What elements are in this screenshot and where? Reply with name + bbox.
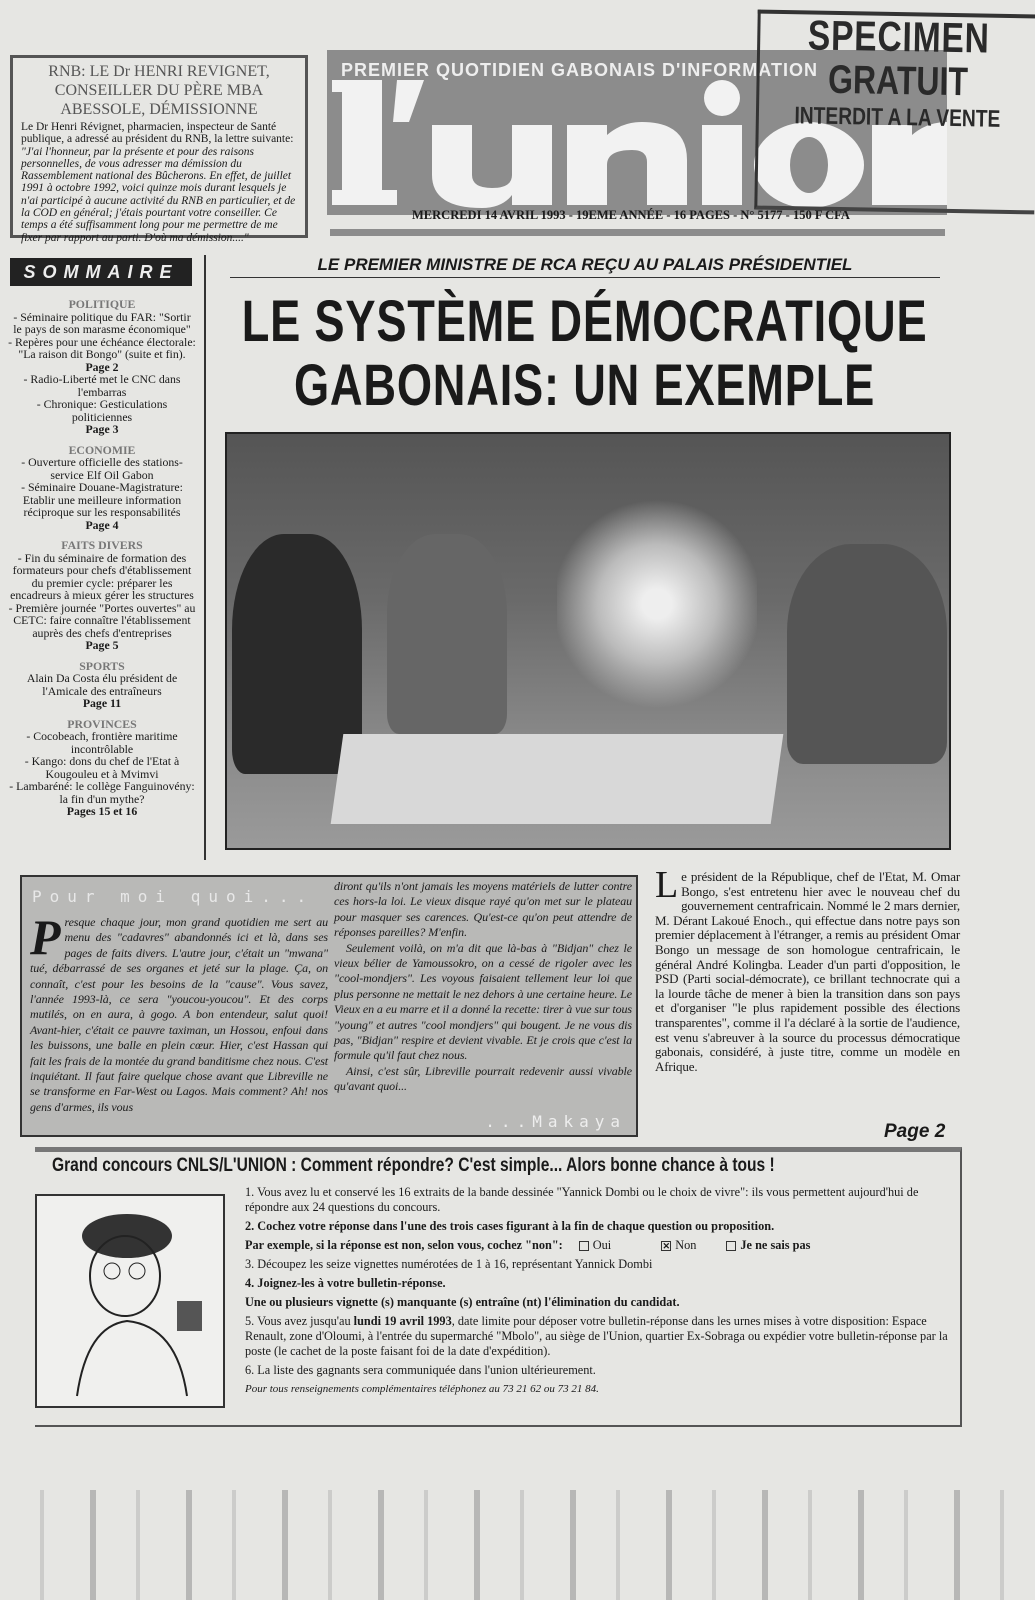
headline-line: GABONAIS: UN EXEMPLE <box>294 353 876 418</box>
sommaire-section: FAITS DIVERS <box>61 538 143 552</box>
lead-article <box>655 864 960 1074</box>
lead-body: e président de la République, chef de l'Etat, M. Omar Bongo, s'est entretenu hier avec le nouveau chef du gouvernement centrafricain. Nommé le 2 mars dernier, M. Dérant Lakoué Enoch., qui effectue dans notre pays son premier déplacement à l'étranger, a remis au président Omar Bongo un message de son homologue centrafricain, le général André Kolingba. Leader d'un parti d'opposition, le PSD (Parti social-démocrate), ce brillant technocrate qui a la lourde tâche de mener à bien la transition dans son pays et d'organiser "le plus rapidement possible des élections transparentes", comme il l'a déclaré à la sortie de l'audience, est venu s'abreuver à la source du processus démocratique gabonais, considéré, à juste titre, comme un modèle en Afrique. <box>655 869 960 1074</box>
example-text: Par exemple, si la réponse est non, selon vous, cochez "non": <box>245 1238 563 1252</box>
sommaire-page: Page 4 <box>85 517 119 532</box>
sommaire-page: Page 3 <box>85 422 119 436</box>
instruction <box>245 1314 955 1359</box>
instruction: 1. Vous avez lu et conservé les 16 extraits de la bande dessinée "Yannick Dombi ou le choix de vivre": ils vous permettent aujourd'hui de répondre aux 24 questions du concours. <box>245 1185 919 1214</box>
stamp-line: SPECIMEN <box>807 11 991 62</box>
example-row <box>245 1238 955 1253</box>
checkbox-oui <box>579 1241 589 1251</box>
drop-cap: P <box>30 909 61 965</box>
instruction: 3. Découpez les seize vignettes numérotées de 1 à 16, représentant Yannick Dombi <box>245 1257 653 1271</box>
sommaire-page: Page 11 <box>82 696 122 710</box>
sommaire-item: - Ouverture officielle des stations-service Elf Oil Gabon <box>21 455 183 482</box>
sommaire-page: Page 2 <box>85 359 119 374</box>
deadline: lundi 19 avril 1993 <box>353 1314 452 1328</box>
sommaire-page: Pages 15 et 16 <box>66 804 138 818</box>
sommaire-item: - Lambaréné: le collège Fanguinovény: la fin d'un mythe? <box>9 779 195 806</box>
sommaire-page: Page 5 <box>85 638 119 652</box>
instruction: 4. Joignez-les à votre bulletin-réponse. <box>245 1276 446 1290</box>
dateline: MERCREDI 14 AVRIL 1993 - 19EME ANNÉE - 16 PAGES - N° 5177 - 150 F CFA <box>412 208 850 222</box>
drop-cap: L <box>655 864 679 906</box>
headline-line: LE SYSTÈME DÉMOCRATIQUE <box>242 289 928 354</box>
sommaire-item: - Fin du séminaire de formation des formateurs pour chefs d'établissement du premier cycle: préparer les encadreurs à mieux gérer les structures <box>10 550 194 602</box>
sommaire-item: - Cocobeach, frontière maritime incontrôlable <box>26 729 178 756</box>
cartoon-illustration <box>35 1194 225 1408</box>
sommaire-section: SPORTS <box>79 658 125 673</box>
editorial-col1: resque chaque jour, mon grand quotidien me sert au menu des "cadavres" abandonnés ici et là, dans ses pages de faits divers. L'autre jour, c'était un "mwana" tué, débarrassé de ses organes et jeté sur la plage. Ça, on connaît, c'est pour les besoins de la "cause". Vous savez, l'année 1993-là, ce sera "youcou-youcou". Et des corps mutilés, on en aura, à gogo. A bon entendeur, salut quoi! Avant-hier, c'était ce pauvre taximan, un Hossou, enfoui dans les buissons, une balle en plein cœur. Hier, c'est Hassan qui fait les frais de la montée du grand banditisme chez nous. C'est inquiétant. Il faut faire quelque chose avant que Libreville ne se transforme en Far-West ou Lagos. Mais comment? Ah! nos gens d'armes, ils vous <box>30 915 328 1114</box>
editorial-para: Ainsi, c'est sûr, Libreville pourrait redevenir aussi vivable qu'avant quoi... <box>334 1063 632 1094</box>
sommaire-title: SOMMAIRE <box>10 258 192 286</box>
scan-noise <box>0 1490 1035 1600</box>
sidebar-article <box>10 55 308 244</box>
sommaire-section: ECONOMIE <box>68 442 136 457</box>
sidebar-quote: "J'ai l'honneur, par la présente et pour des raisons personnelles, de vous adresser ma démission du Rassemblement national des Bûcherons. En effet, de juillet 1991 à octobre 1992, voici quinze mois durant lesquels je n'ai participé à aucune activité du RNB en particulier, et de la COD en général; j'étais pourtant votre conseiller. Ce temps a été suffisamment long pour me permettre de me fixer par rapport au parti. D'où ma démission...." <box>21 145 296 244</box>
specimen-stamp <box>754 10 1035 215</box>
checkbox-jnsp <box>726 1241 736 1251</box>
stamp-line: INTERDIT A LA VENTE <box>794 102 1001 133</box>
option-label: Je ne sais pas <box>740 1238 811 1252</box>
contest-instructions <box>245 1185 955 1401</box>
sommaire-item: - Première journée "Portes ouvertes" au CETC: faire connaître l'établissement auprès des chefs d'entreprises <box>8 600 196 640</box>
lead-photo <box>225 432 951 850</box>
divider <box>330 229 945 236</box>
sommaire-item: - Repères pour une échéance électorale: "La raison dit Bongo" (suite et fin). <box>8 334 196 361</box>
text: 5. Vous avez jusqu'au <box>245 1314 354 1328</box>
checkbox-non-checked: ✕ <box>662 1241 670 1252</box>
lead-headline <box>85 290 1035 418</box>
editorial-para: Seulement voilà, on m'a dit que là-bas à "Bidjan" chez le vieux bélier de Yamoussokro, on a cessé de rigoler avec les "cool-mondjers". Les voyous faisaient tellement leur loi que plus personne ne mettait le nez dehors à une certaine heure. Le Vieux en a eu marre et il a donné la recette: tirer à vue sur tous "young" et autres "cool mondjers" qui bougent. Je ne vous dis pas, "Bidjan" respire et devient vivable. Et je crois que c'est la formule qu'il faut chez nous. <box>334 940 632 1063</box>
sidebar-intro: Le Dr Henri Révignet, pharmacien, inspecteur de Santé publique, a adressé au président du RNB, la lettre suivante: <box>21 121 294 146</box>
stamp-line: GRATUIT <box>827 57 969 105</box>
instruction: 6. La liste des gagnants sera communiquée dans l'union ultérieurement. <box>245 1363 596 1377</box>
editorial-signature: ...Makaya <box>485 1112 626 1131</box>
sommaire-item: - Séminaire Douane-Magistrature: Etablir une meilleure information réciproque sur les responsabilités <box>21 480 183 519</box>
masthead-tagline: PREMIER QUOTIDIEN GABONAIS D'INFORMATION <box>341 60 818 80</box>
sommaire-item: - Radio-Liberté met le CNC dans l'embarras <box>23 372 181 399</box>
option-label: Non <box>675 1238 697 1252</box>
option-label: Oui <box>592 1238 612 1252</box>
contact-note: Pour tous renseignements complémentaires téléphonez au 73 21 62 ou 73 21 84. <box>245 1383 599 1395</box>
sommaire-item: - Chronique: Gesticulations politiciennes <box>36 397 168 424</box>
sommaire-section: PROVINCES <box>67 716 137 731</box>
page-reference: Page 2 <box>884 1121 946 1142</box>
sommaire-item: - Séminaire politique du FAR: "Sortir le pays de son marasme économique" <box>13 309 191 336</box>
editorial-para: diront qu'ils n'ont jamais les moyens matériels de lutter contre ces hors-la loi. Le vieux disque rayé qu'on met sur le plateau pour masquer ses carences. Qu'est-ce qu'on peut attendre de réponses pareilles? M'enfin. <box>334 879 632 940</box>
sommaire-item: - Kango: dons du chef de l'Etat à Kougouleu et à Mvimvi <box>24 754 180 781</box>
sommaire-section: POLITIQUE <box>68 297 136 311</box>
contest-title: Grand concours CNLS/L'UNION : Comment répondre? C'est simple... Alors bonne chance à tous ! <box>52 1155 775 1176</box>
editorial-box <box>20 875 638 1137</box>
text: , date limite pour déposer votre bulletin-réponse dans les urnes mises à votre disposition: Espace Renault, zone d'Oloumi, à l'entrée du supermarché "Mbolo", au siège de l'Union, quartier Ex-Sobraga ou expédier votre bulletin-réponse par la poste (le cachet de la poste faisant foi de la date d'expédition). <box>245 1314 948 1358</box>
editorial-title: Pour moi quoi... <box>32 887 315 906</box>
instruction: 2. Cochez votre réponse dans l'une des trois cases figurant à la fin de chaque question ou proposition. <box>245 1219 775 1233</box>
instruction: Une ou plusieurs vignette (s) manquante (s) entraîne (nt) l'élimination du candidat. <box>245 1295 680 1309</box>
sommaire-item: Alain Da Costa élu président de l'Amicale des entraîneurs <box>26 671 178 698</box>
sidebar-headline: RNB: LE Dr HENRI REVIGNET, CONSEILLER DU PÈRE MBA ABESSOLE, DÉMISSIONNE <box>48 63 270 118</box>
lead-kicker: LE PREMIER MINISTRE DE RCA REÇU AU PALAIS PRÉSIDENTIEL <box>230 255 940 278</box>
